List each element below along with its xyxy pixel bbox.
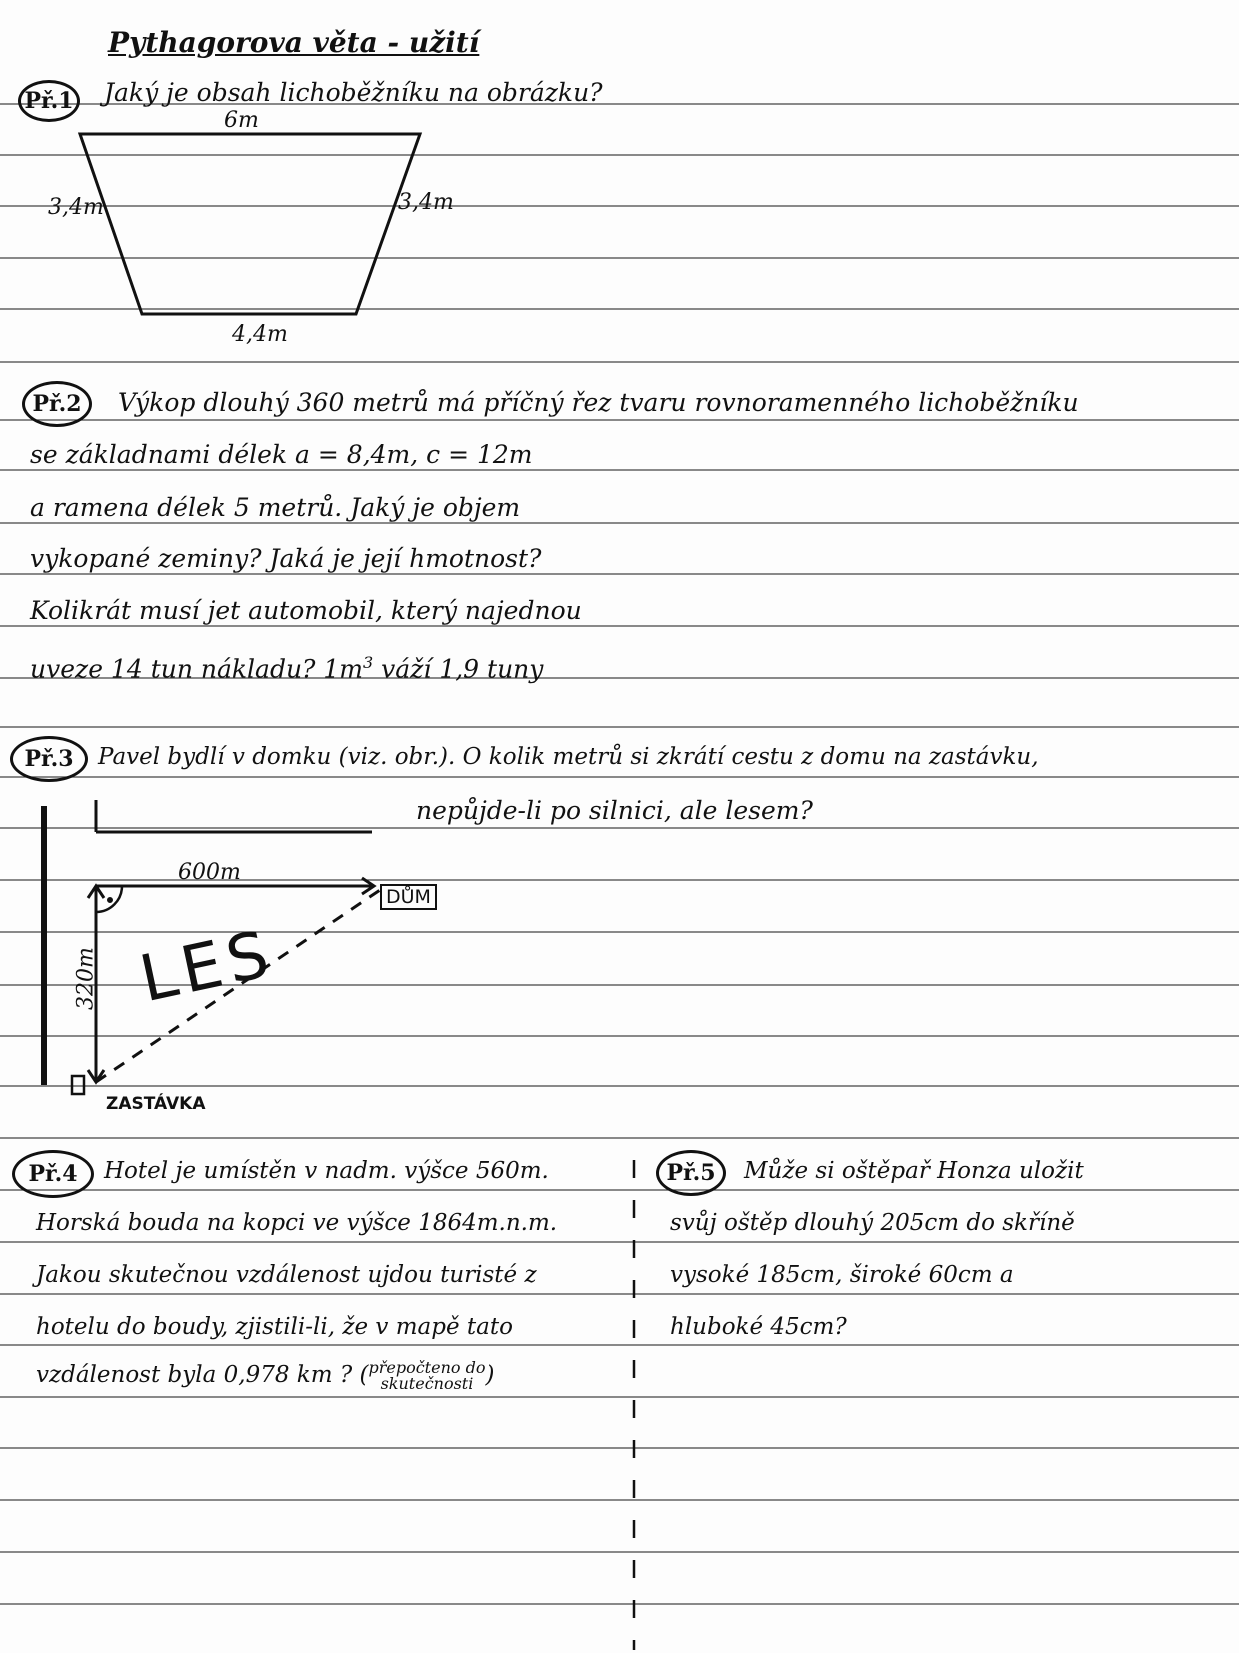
problem-4-line-4: hotelu do boudy, zjistili-li, že v mapě tato	[36, 1314, 513, 1340]
trapezoid-bottom-label: 4,4m	[232, 322, 288, 347]
problem-4-line-1: Hotel je umístěn v nadm. výšce 560m.	[104, 1158, 549, 1184]
problem-4-note-top: přepočteno do	[368, 1358, 486, 1377]
problem-5-badge: Př.5	[656, 1150, 726, 1196]
problem-3-line-2: nepůjde-li po silnici, ale lesem?	[416, 796, 813, 825]
problem-2-line-1: Výkop dlouhý 360 metrů má příčný řez tvaru rovnoramenného lichoběžníku	[118, 388, 1079, 417]
problem-3-badge: Př.3	[10, 736, 88, 782]
problem-4-note	[368, 1360, 485, 1392]
problem-2-line-5: Kolikrát musí jet automobil, který najednou	[30, 596, 582, 625]
trapezoid-right-label: 3,4m	[398, 190, 454, 215]
problem-2-line-3: a ramena délek 5 metrů. Jaký je objem	[30, 493, 521, 522]
problem-5-line-1: Může si oštěpař Honza uložit	[744, 1158, 1084, 1184]
house-label: DŮM	[380, 884, 437, 910]
problem-4-note-bottom: skutečnosti	[380, 1374, 474, 1393]
problem-4-distance-text: vzdálenost byla 0,978 km ? (	[36, 1362, 369, 1388]
problem-2-line-2: se základnami délek a = 8,4m, c = 12m	[30, 440, 533, 469]
problem-4-line-2: Horská bouda na kopci ve výšce 1864m.n.m.	[36, 1210, 558, 1236]
density-unit: 1m	[323, 654, 364, 684]
problem-4-badge: Př.4	[12, 1150, 94, 1198]
problem-5-line-4: hluboké 45cm?	[670, 1314, 847, 1340]
forest-label: LES	[133, 916, 281, 1018]
density-unit-exponent: 3	[363, 653, 374, 672]
problem-2-question-text: uveze 14 tun nákladu?	[30, 654, 316, 684]
problem-3-line-1: Pavel bydlí v domku (viz. obr.). O kolik metrů si zkrátí cestu z domu na zastávku,	[98, 744, 1039, 770]
problem-4-closing-paren: )	[485, 1362, 495, 1388]
problem-1-question: Jaký je obsah lichoběžníku na obrázku?	[104, 78, 603, 107]
trapezoid-left-label: 3,4m	[48, 195, 104, 220]
problem-2-line-6	[30, 648, 543, 684]
problem-5-line-3: vysoké 185cm, široké 60cm a	[670, 1262, 1014, 1288]
problem-2-badge: Př.2	[22, 381, 92, 427]
trapezoid-top-label: 6m	[224, 108, 259, 133]
problem-4-line-5	[36, 1360, 494, 1392]
bus-stop-label: ZASTÁVKA	[106, 1094, 206, 1114]
trapezoid-figure	[80, 134, 420, 314]
problem-1-badge: Př.1	[18, 80, 80, 122]
horizontal-distance-label: 600m	[178, 860, 241, 885]
problem-4-line-3: Jakou skutečnou vzdálenost ujdou turisté z	[36, 1262, 537, 1288]
page-title: Pythagorova věta - užití	[108, 26, 480, 59]
vertical-distance-label: 320m	[73, 947, 99, 1010]
problem-5-line-2: svůj oštěp dlouhý 205cm do skříně	[670, 1210, 1075, 1236]
density-value: váží 1,9 tuny	[381, 654, 544, 684]
problem-2-line-4: vykopané zeminy? Jaká je její hmotnost?	[30, 544, 542, 573]
